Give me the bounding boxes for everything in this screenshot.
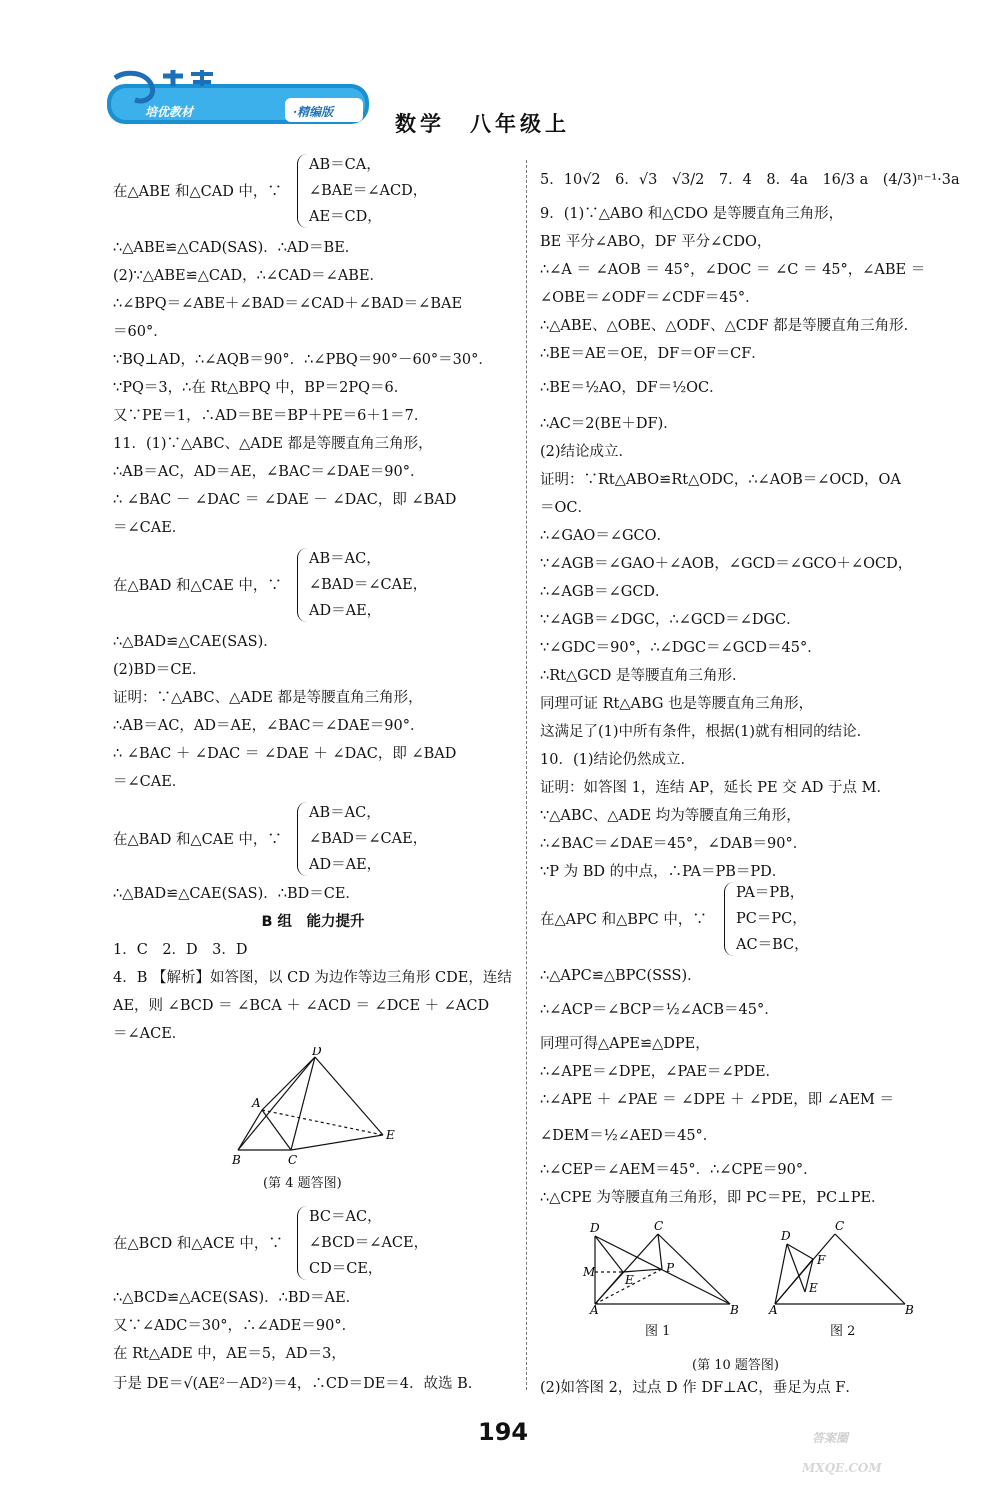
text-line: ∵BQ⊥AD，∴∠AQB＝90°．∴∠PBQ＝90°－60°＝30°． (113, 352, 493, 368)
text-line: 这满足了(1)中所有条件，根据(1)就有相同的结论． (540, 724, 872, 740)
figure-10-1 (580, 1214, 750, 1314)
system-line: AB＝CA， (309, 157, 381, 173)
text-line: ∴BE＝AE＝OE，DF＝OF＝CF． (540, 346, 766, 362)
svg-text:D: D (590, 1221, 600, 1235)
svg-text:F: F (817, 1253, 826, 1267)
system-line: PA＝PB， (736, 885, 805, 901)
text-line: ∴AB＝AC，AD＝AE，∠BAC＝∠DAE＝90°． (113, 464, 425, 480)
text-line: ∵∠AGB＝∠GAO＋∠AOB，∠GCD＝∠GCO＋∠OCD， (540, 556, 913, 572)
text-line: ∵△ABC、△ADE 均为等腰直角三角形， (540, 808, 801, 824)
text-line: ∵P 为 BD 的中点，∴PA＝PB＝PD． (540, 864, 787, 880)
text-line: 证明：∵Rt△ABO≌Rt△ODC，∴∠AOB＝∠OCD，OA (540, 472, 901, 488)
text-line: 在△BCD 和△ACE 中，∵ (113, 1236, 283, 1252)
text-line: ＝∠ACE． (113, 1026, 187, 1042)
figure-caption: (第 4 题答图) (263, 1176, 342, 1191)
text-line: 11．(1)∵△ABC、△ADE 都是等腰直角三角形， (113, 436, 433, 452)
svg-text:A: A (590, 1303, 599, 1314)
system-bcd-ace (113, 1204, 513, 1284)
text-line: ∴∠BPQ＝∠ABE＋∠BAD＝∠CAD＋∠BAD＝∠BAE (113, 296, 463, 312)
svg-text:·精编版: ·精编版 (293, 105, 334, 119)
svg-text:B: B (905, 1303, 914, 1314)
text-line: ∴∠AGB＝∠GCD． (540, 584, 670, 600)
text-line: ∴ ∠BAC ＋ ∠DAC ＝ ∠DAE ＋ ∠DAC，即 ∠BAD (113, 746, 457, 762)
text-line: ＝OC． (540, 500, 592, 516)
watermark-logo (782, 1402, 982, 1477)
text-line: (2)结论成立． (540, 444, 634, 460)
text-line: 5．10√2 6．√3 √3/2 7．4 8．4a 16/3 a (4/3)ⁿ⁻¹·3a (540, 172, 960, 188)
text-line: ∴△CPE 为等腰直角三角形，即 PC＝PE，PC⊥PE． (540, 1190, 886, 1206)
text-line: ＝60°． (113, 324, 168, 340)
text-line: ∴△BAD≌△CAE(SAS)．∴BD＝CE． (113, 886, 360, 902)
text-line: 在 Rt△ADE 中，AE＝5，AD＝3， (113, 1346, 346, 1362)
system-abe-cad (113, 152, 513, 232)
system-line: CD＝CE， (309, 1261, 383, 1277)
left-brace (297, 1206, 308, 1280)
text-line: 同理可证 Rt△ABG 也是等腰直角三角形， (540, 696, 814, 712)
svg-text:A: A (252, 1096, 261, 1110)
svg-text:D: D (781, 1229, 791, 1243)
text-line: ∴Rt△GCD 是等腰直角三角形． (540, 668, 747, 684)
left-brace (297, 802, 308, 876)
system-bad-cae-2 (113, 800, 513, 880)
svg-text:B: B (730, 1303, 739, 1314)
text-line: 又∵∠ADC＝30°，∴∠ADE＝90°． (113, 1318, 357, 1334)
system-bad-cae-1 (113, 546, 513, 626)
text-line: ∴△ABE、△OBE、△ODF、△CDF 都是等腰直角三角形． (540, 318, 919, 334)
text-line: (2)BD＝CE． (113, 662, 207, 678)
svg-text:E: E (809, 1281, 818, 1295)
text-line: ∴△BCD≌△ACE(SAS)．∴BD＝AE． (113, 1290, 361, 1306)
text-line: 又∵PE＝1，∴AD＝BE＝BP＋PE＝6＋1＝7． (113, 408, 429, 424)
system-apc-bpc (540, 880, 940, 960)
book-logo (105, 70, 375, 140)
text-line: ∠OBE＝∠ODF＝∠CDF＝45°． (540, 290, 760, 306)
svg-text:MXQE.COM: MXQE.COM (802, 1461, 882, 1475)
svg-text:B: B (232, 1153, 241, 1167)
svg-text:E: E (625, 1273, 634, 1287)
figure-label-2: 图 2 (830, 1324, 856, 1339)
text-line: 9．(1)∵△ABO 和△CDO 是等腰直角三角形， (540, 206, 844, 222)
system-line: PC＝PC， (736, 911, 807, 927)
svg-text:P: P (666, 1261, 675, 1275)
text-line: ∴∠BAC＝∠DAE＝45°，∠DAB＝90°． (540, 836, 808, 852)
text-line: 于是 DE＝√(AE²－AD²)＝4，∴CD＝DE＝4．故选 B． (113, 1376, 483, 1392)
svg-text:C: C (288, 1153, 298, 1167)
text-line: ＝∠CAE． (113, 520, 187, 536)
text-line: ∠DEM＝½∠AED＝45°． (540, 1128, 718, 1144)
text-line: ∴∠A ＝ ∠AOB ＝ 45°，∠DOC ＝ ∠C ＝ 45°，∠ABE ＝ (540, 262, 926, 278)
system-line: AE＝CD， (309, 209, 382, 225)
system-line: ∠BAE＝∠ACD， (309, 183, 428, 199)
left-brace (297, 548, 308, 622)
svg-text:E: E (386, 1128, 395, 1142)
system-line: AD＝AE， (309, 603, 382, 619)
text-line: 证明：如答图 1，连结 AP，延长 PE 交 AD 于点 M． (540, 780, 892, 796)
text-line: ∵∠AGB＝∠DGC，∴∠GCD＝∠DGC． (540, 612, 801, 628)
text-line: 证明：∵△ABC、△ADE 都是等腰直角三角形， (113, 690, 423, 706)
text-line: ∴∠ACP＝∠BCP＝½∠ACB＝45°． (540, 1002, 779, 1018)
text-line: BE 平分∠ABO，DF 平分∠CDO， (540, 234, 772, 250)
svg-text:D: D (312, 1047, 322, 1058)
figure-4 (228, 1047, 428, 1167)
text-line: ∴△APC≌△BPC(SSS)． (540, 968, 702, 984)
text-line: ∵PQ＝3，∴在 Rt△BPQ 中，BP＝2PQ＝6． (113, 380, 409, 396)
figure-label-1: 图 1 (645, 1324, 671, 1339)
section-heading: B 组 能力提升 (261, 914, 365, 930)
text-line: ∴AB＝AC，AD＝AE，∠BAC＝∠DAE＝90°． (113, 718, 425, 734)
system-line: AB＝AC， (309, 551, 381, 567)
column-divider (526, 160, 527, 1390)
page-number: 194 (478, 1418, 529, 1446)
svg-text:A: A (769, 1303, 778, 1314)
system-line: ∠BCD＝∠ACE， (309, 1235, 429, 1251)
left-brace (724, 882, 735, 956)
system-line: AB＝AC， (309, 805, 381, 821)
text-line: 在△BAD 和△CAE 中，∵ (113, 832, 282, 848)
svg-text:M: M (583, 1265, 596, 1279)
text-line: ∴∠CEP＝∠AEM＝45°．∴∠CPE＝90°． (540, 1162, 818, 1178)
subject-title: 数学 八年级上 (395, 112, 570, 136)
text-line: ∴∠GAO＝∠GCO． (540, 528, 672, 544)
page-header (105, 70, 905, 140)
system-line: ∠BAD＝∠CAE， (309, 831, 428, 847)
system-line: AD＝AE， (309, 857, 382, 873)
text-line: ＝∠CAE． (113, 774, 187, 790)
text-line: 4．B 【解析】如答图，以 CD 为边作等边三角形 CDE，连结 (113, 970, 512, 986)
text-line: ∴△ABE≌△CAD(SAS)．∴AD＝BE． (113, 240, 360, 256)
left-brace (297, 154, 308, 228)
text-line: 同理可得△APE≌△DPE， (540, 1036, 710, 1052)
system-line: ∠BAD＝∠CAE， (309, 577, 428, 593)
svg-text:C: C (835, 1219, 845, 1233)
text-line: 1．C 2．D 3．D (113, 942, 248, 958)
text-line: ∴∠APE ＋ ∠PAE ＝ ∠DPE ＋ ∠PDE，即 ∠AEM ＝ (540, 1092, 894, 1108)
text-line: AE，则 ∠BCD ＝ ∠BCA ＋ ∠ACD ＝ ∠DCE ＋ ∠ACD (113, 998, 490, 1014)
text-line: (2)如答图 2，过点 D 作 DF⊥AC，垂足为点 F． (540, 1380, 860, 1396)
svg-text:答案圈: 答案圈 (812, 1431, 849, 1445)
text-line: ∴△BAD≌△CAE(SAS)． (113, 634, 278, 650)
text-line: 在△BAD 和△CAE 中，∵ (113, 578, 282, 594)
text-line: ∵∠GDC＝90°，∴∠DGC＝∠GCD＝45°． (540, 640, 822, 656)
svg-text:C: C (654, 1219, 664, 1233)
text-line: 10．(1)结论仍然成立． (540, 752, 695, 768)
system-line: AC＝BC， (736, 937, 809, 953)
text-line: (2)∵△ABE≌△CAD，∴∠CAD＝∠ABE． (113, 268, 385, 284)
figure-caption: (第 10 题答图) (692, 1358, 779, 1373)
text-line: 在△ABE 和△CAD 中，∵ (113, 184, 282, 200)
text-line: ∴BE＝½AO，DF＝½OC． (540, 380, 724, 396)
svg-text:培优教材: 培优教材 (145, 105, 194, 119)
text-line: ∴AC＝2(BE＋DF)． (540, 416, 678, 432)
text-line: ∴ ∠BAC － ∠DAC ＝ ∠DAE － ∠DAC，即 ∠BAD (113, 492, 457, 508)
text-line: ∴∠APE＝∠DPE，∠PAE＝∠PDE． (540, 1064, 781, 1080)
system-line: BC＝AC， (309, 1209, 382, 1225)
figure-10-2 (765, 1214, 925, 1314)
text-line: 在△APC 和△BPC 中，∵ (540, 912, 707, 928)
